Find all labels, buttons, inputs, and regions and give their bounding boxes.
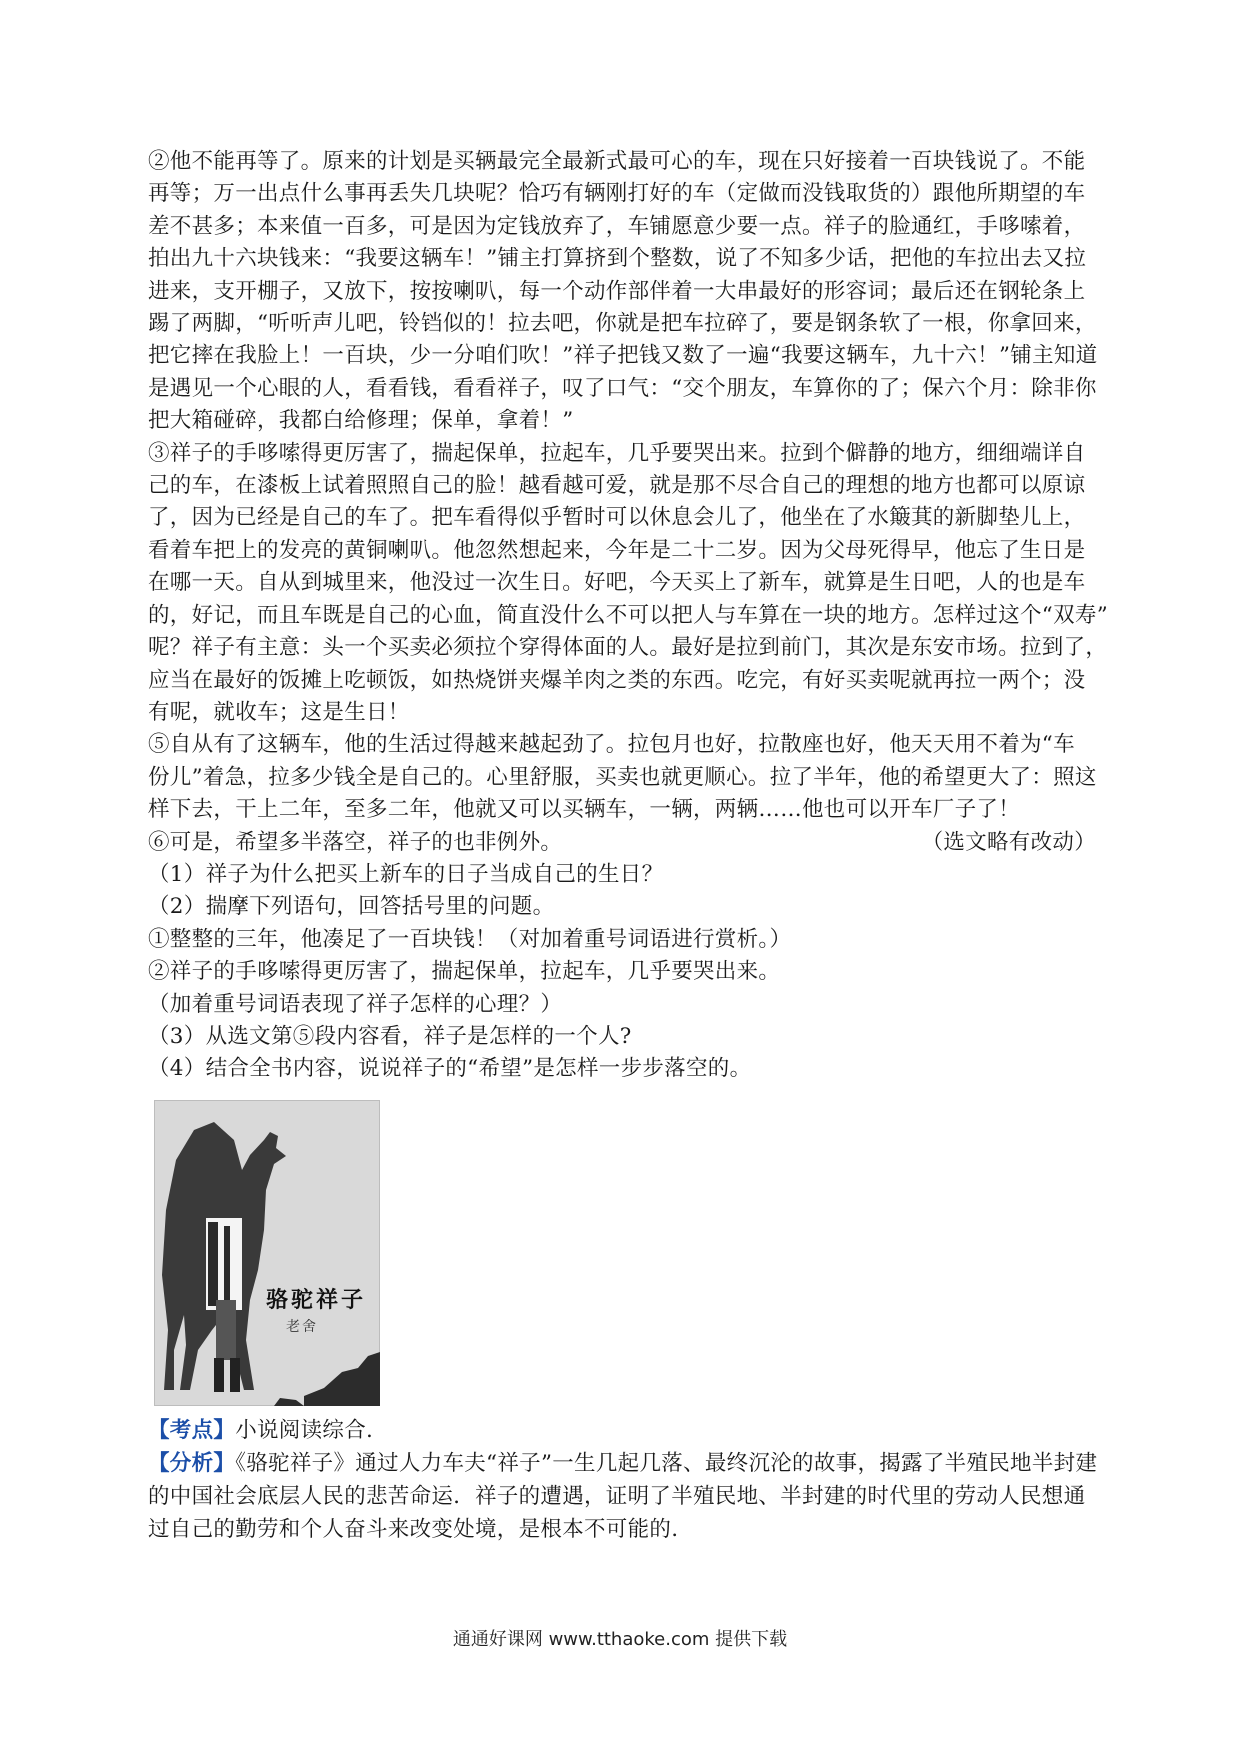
paragraph-line: ③祥子的手哆嗦得更厉害了，揣起保单，拉起车，几乎要哭出来。拉到个僻静的地方，细细端详自 — [148, 440, 1086, 466]
question-2-item-2: ②祥子的手哆嗦得更厉害了，揣起保单，拉起车，几乎要哭出来。 — [148, 959, 781, 985]
question-2: （2）揣摩下列语句，回答括号里的问题。 — [148, 894, 555, 920]
paragraph-line: 的，好记，而且车既是自己的心血，简直没什么不可以把人与车算在一块的地方。怎样过这个“双寿” — [148, 602, 1108, 628]
answer-analysis — [148, 1414, 1096, 1546]
paragraph-line: 踢了两脚，“听听声儿吧，铃铛似的！拉去吧，你就是把车拉碎了，要是钢条软了一根，你拿回来， — [148, 311, 1097, 337]
paragraph-line: 是遇见一个心眼的人，看看钱，看看祥子，叹了口气：“交个朋友，车算你的了；保六个月：除非你 — [148, 375, 1097, 401]
paragraph-line: 在哪一天。自从到城里来，他没过一次生日。好吧，今天买上了新车，就算是生日吧，人的也是车 — [148, 570, 1086, 596]
paragraph-2 — [148, 146, 1096, 438]
paragraph-line: 样下去，干上二年，至多二年，他就又可以买辆车，一辆，两辆……他也可以开车厂子了！ — [148, 797, 1021, 823]
footer-watermark: 通通好课网 www.tthaoke.com 提供下载 — [452, 1629, 788, 1650]
paragraph-line: 再等；万一出点什么事再丢失几块呢？恰巧有辆刚打好的车（定做而没钱取货的）跟他所期望的车 — [148, 181, 1086, 207]
paragraph-line: 呢？祥子有主意：头一个买卖必须拉个穿得体面的人。最好是拉到前门，其次是东安市场。拉到了， — [148, 635, 1108, 661]
paragraph-line: 差不甚多；本来值一百多，可是因为定钱放弃了，车铺愿意少要一点。祥子的脸通红，手哆嗦着， — [148, 213, 1086, 239]
fenxi-text: 《骆驼祥子》通过人力车夫“祥子”一生几起几落、最终沉沦的故事，揭露了半殖民地半封建 — [235, 1451, 1098, 1476]
paragraph-line: ②他不能再等了。原来的计划是买辆最完全最新式最可心的车，现在只好接着一百块钱说了。不能 — [148, 149, 1086, 174]
paragraph-line: 拍出九十六块钱来：“我要这辆车！”铺主打算挤到个整数，说了不知多少话，把他的车拉出去又拉 — [148, 246, 1087, 272]
cover-author: 老舍 — [286, 1319, 318, 1335]
paragraph-6 — [148, 827, 1096, 859]
question-2-item-1: ①整整的三年，他凑足了一百块钱！（对加着重号词语进行赏析。） — [148, 926, 792, 952]
camel-illustration — [154, 1100, 380, 1406]
question-1: （1）祥子为什么把买上新车的日子当成自己的生日？ — [148, 861, 664, 887]
paragraph-line: 了，因为已经是自己的车了。把车看得似乎暂时可以休息会儿了，他坐在了水簸萁的新脚垫儿上， — [148, 505, 1086, 531]
paragraph-line: 进来，支开棚子，又放下，按按喇叭，每一个动作部伴着一大串最好的形容词；最后还在钢轮条上 — [148, 278, 1086, 304]
paragraph-line: 有呢，就收车；这是生日！ — [148, 699, 410, 725]
reading-passage — [148, 146, 1108, 1086]
source-note: （选文略有改动） — [921, 829, 1096, 855]
kaodian-line — [148, 1414, 1096, 1447]
cover-title: 骆驼祥子 — [266, 1287, 367, 1313]
paragraph-line: 己的车，在漆板上试着照照自己的脸！越看越可爱，就是那不尽合自己的理想的地方也都可以原谅 — [148, 473, 1086, 499]
paragraph-3 — [148, 438, 1108, 730]
kaodian-tag: 【考点】 — [148, 1418, 236, 1443]
paragraph-line: ⑤自从有了这辆车，他的生活过得越来越起劲了。拉包月也好，拉散座也好，他天天用不着为“车 — [148, 732, 1075, 758]
paragraph-line: 看着车把上的发亮的黄铜喇叭。他忽然想起来，今年是二十二岁。因为父母死得早，他忘了生日是 — [148, 537, 1086, 563]
paragraph-5 — [148, 729, 1096, 826]
question-2-item-2-prompt: （加着重号词语表现了祥子怎样的心理？） — [148, 991, 563, 1017]
paragraph-line: 把大箱碰碎，我都白给修理；保单，拿着！” — [148, 408, 574, 434]
paragraph-6-text: ⑥可是，希望多半落空，祥子的也非例外。 — [148, 829, 563, 855]
question-4: （4）结合全书内容，说说祥子的“希望”是怎样一步步落空的。 — [148, 1056, 752, 1082]
fenxi-line: 的中国社会底层人民的悲苦命运．祥子的遭遇，证明了半殖民地、半封建的时代里的劳动人民想通 — [148, 1484, 1086, 1509]
fenxi-line — [148, 1447, 1096, 1480]
paragraph-line: 份儿”着急，拉多少钱全是自己的。心里舒服，买卖也就更顺心。拉了半年，他的希望更大了：照这 — [148, 764, 1097, 790]
book-cover-image — [154, 1100, 380, 1406]
paragraph-line: 把它摔在我脸上！一百块，少一分咱们吹！”祥子把钱又数了一遍“我要这辆车，九十六！”铺主知道 — [148, 343, 1098, 369]
kaodian-text: 小说阅读综合. — [235, 1418, 374, 1443]
paragraph-line: 应当在最好的饭摊上吃顿饭，如热烧饼夹爆羊肉之类的东西。吃完，有好买卖呢就再拉一两个；没 — [148, 667, 1086, 693]
fenxi-tag: 【分析】 — [148, 1451, 236, 1476]
question-list — [148, 859, 1096, 1086]
fenxi-line: 过自己的勤劳和个人奋斗来改变处境，是根本不可能的. — [148, 1517, 679, 1542]
question-3: （3）从选文第⑤段内容看，祥子是怎样的一个人? — [148, 1023, 632, 1049]
